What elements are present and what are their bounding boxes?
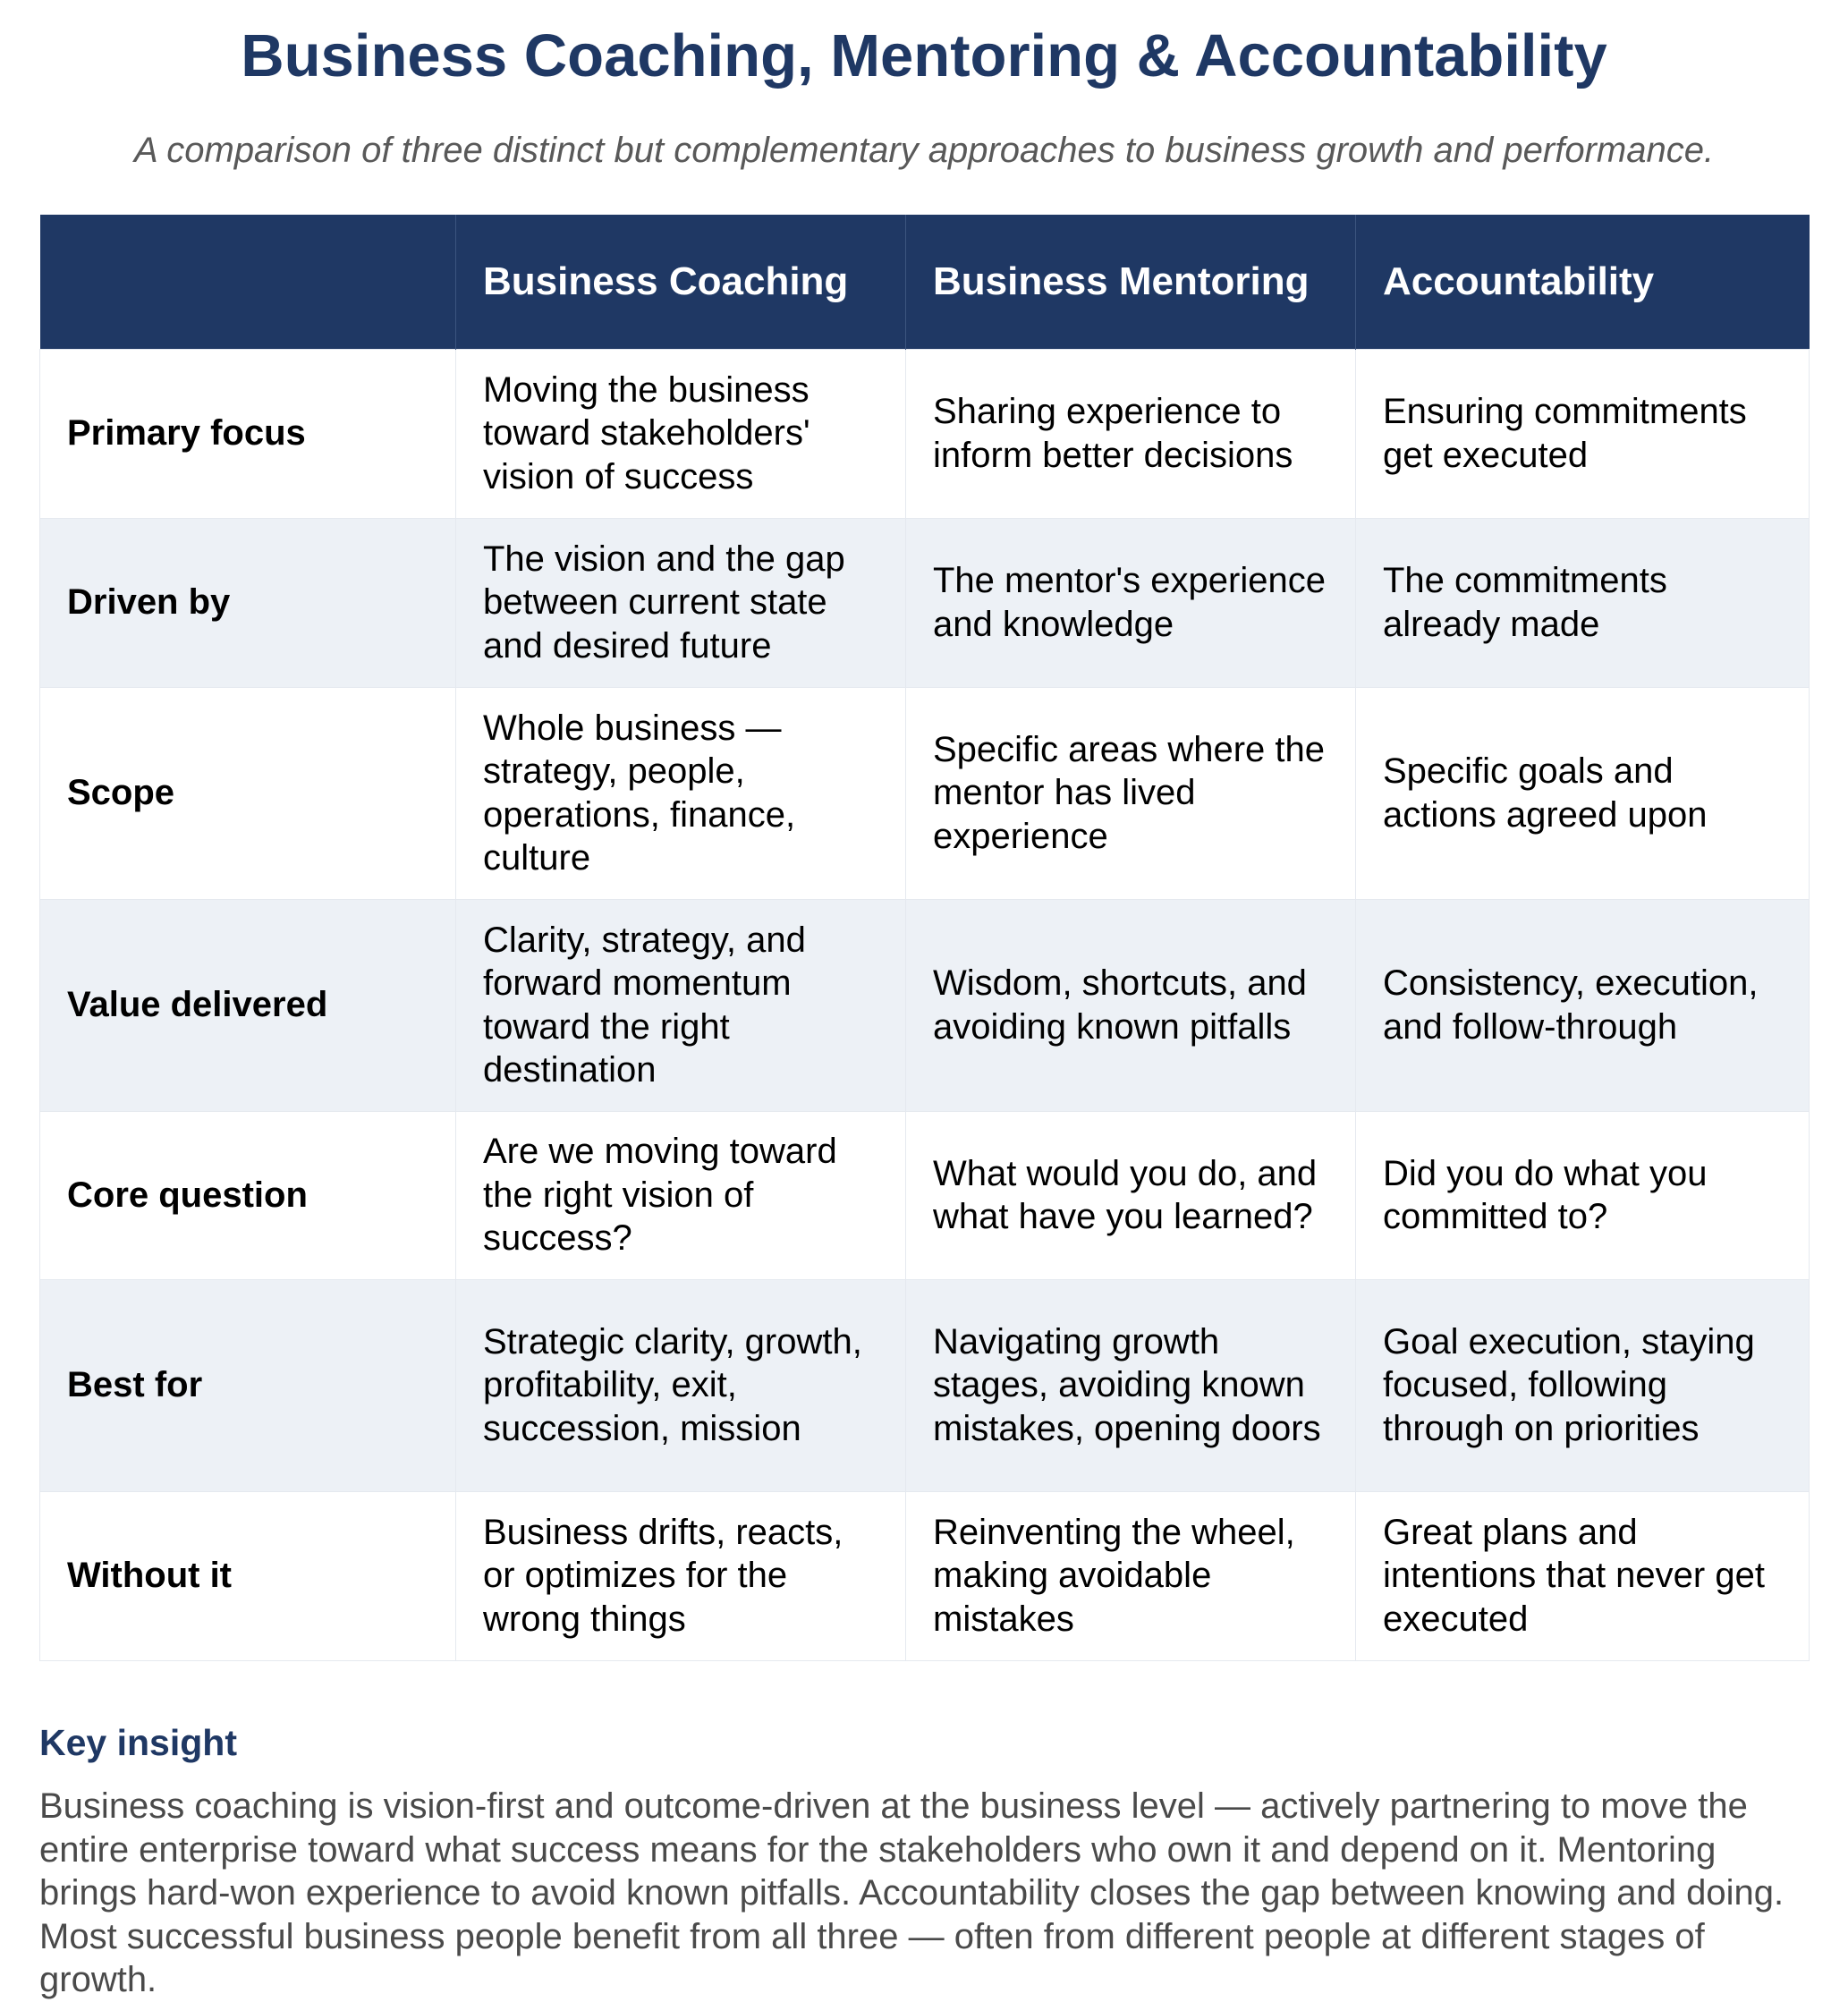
table-row <box>40 899 1810 1111</box>
row-label: Core question <box>40 1111 456 1279</box>
cell-mentoring: Reinventing the wheel, making avoidable mistakes <box>906 1491 1356 1660</box>
table-row <box>40 349 1810 518</box>
cell-coaching: Moving the business toward stakeholders' vision of success <box>456 349 906 518</box>
header-cell-accountability: Accountability <box>1356 215 1810 349</box>
table-body <box>40 349 1810 1660</box>
cell-mentoring: The mentor's experience and knowledge <box>906 518 1356 687</box>
key-insight-body: Business coaching is vision-first and outcome-driven at the business level — actively partnering to move the entire enterprise toward what success means for the stakeholders who own it and depend on it. Mentoring brings hard-won experience to avoid known pitfalls. Accountability closes the gap between knowing and doing. Most successful business people benefit from all three — often from different people at different stages of growth. <box>39 1786 1784 1999</box>
table-row <box>40 1111 1810 1279</box>
cell-coaching: Strategic clarity, growth, profitability, exit, succession, mission <box>456 1279 906 1491</box>
cell-mentoring: Wisdom, shortcuts, and avoiding known pitfalls <box>906 899 1356 1111</box>
row-label: Scope <box>40 687 456 899</box>
table-row <box>40 1491 1810 1660</box>
cell-mentoring: Navigating growth stages, avoiding known mistakes, opening doors <box>906 1279 1356 1491</box>
key-insight-heading: Key insight <box>39 1722 237 1763</box>
cell-accountability: Did you do what you committed to? <box>1356 1111 1810 1279</box>
table-row <box>40 687 1810 899</box>
header-row <box>40 215 1810 349</box>
header-cell-coaching: Business Coaching <box>456 215 906 349</box>
page-title: Business Coaching, Mentoring & Accountability <box>241 22 1607 89</box>
cell-accountability: Consistency, execution, and follow-through <box>1356 899 1810 1111</box>
cell-accountability: Specific goals and actions agreed upon <box>1356 687 1810 899</box>
cell-accountability: Goal execution, staying focused, following through on priorities <box>1356 1279 1810 1491</box>
header-cell-empty <box>40 215 456 349</box>
cell-coaching: Whole business — strategy, people, operations, finance, culture <box>456 687 906 899</box>
cell-coaching: Business drifts, reacts, or optimizes for the wrong things <box>456 1491 906 1660</box>
cell-coaching: Are we moving toward the right vision of success? <box>456 1111 906 1279</box>
page-subtitle: A comparison of three distinct but complementary approaches to business growth and performance. <box>133 131 1715 170</box>
table-row <box>40 518 1810 687</box>
table-row <box>40 1279 1810 1491</box>
cell-mentoring: Sharing experience to inform better decisions <box>906 349 1356 518</box>
row-label: Driven by <box>40 518 456 687</box>
cell-coaching: The vision and the gap between current state and desired future <box>456 518 906 687</box>
header-cell-mentoring: Business Mentoring <box>906 215 1356 349</box>
cell-mentoring: What would you do, and what have you learned? <box>906 1111 1356 1279</box>
cell-mentoring: Specific areas where the mentor has lived experience <box>906 687 1356 899</box>
cell-accountability: The commitments already made <box>1356 518 1810 687</box>
cell-coaching: Clarity, strategy, and forward momentum toward the right destination <box>456 899 906 1111</box>
table-header <box>40 215 1810 349</box>
row-label: Primary focus <box>40 349 456 518</box>
row-label: Best for <box>40 1279 456 1491</box>
cell-accountability: Great plans and intentions that never get executed <box>1356 1491 1810 1660</box>
row-label: Value delivered <box>40 899 456 1111</box>
comparison-table <box>39 215 1810 1661</box>
row-label: Without it <box>40 1491 456 1660</box>
cell-accountability: Ensuring commitments get executed <box>1356 349 1810 518</box>
